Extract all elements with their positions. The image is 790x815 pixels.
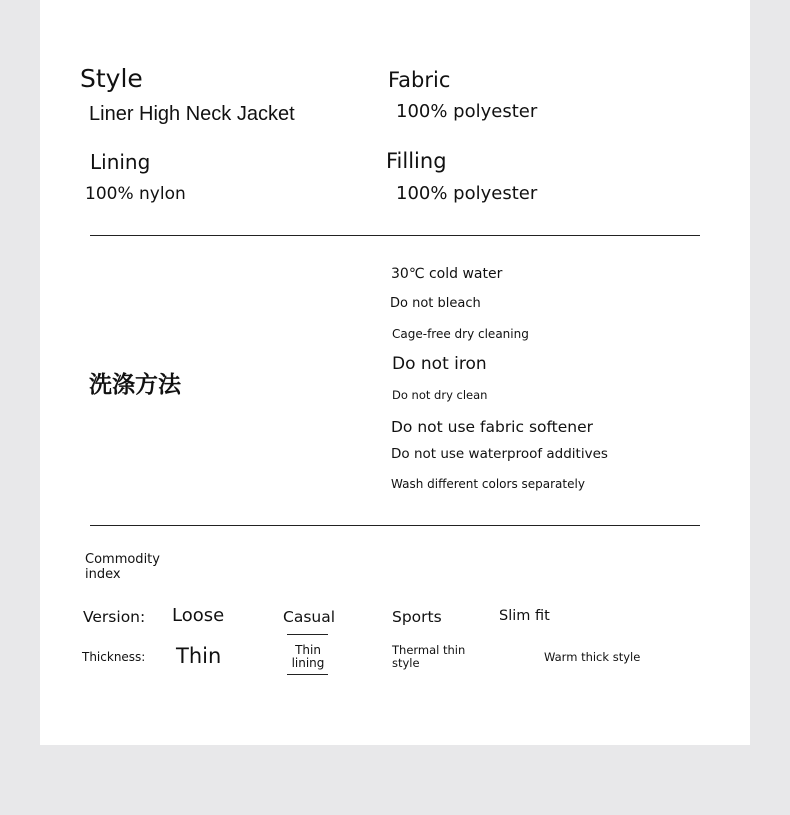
style-value: Liner High Neck Jacket	[89, 103, 295, 125]
style-label: Style	[80, 64, 143, 93]
version-label: Version:	[83, 608, 146, 626]
care-item: Wash different colors separately	[391, 477, 585, 491]
care-item: Do not dry clean	[392, 388, 488, 402]
lining-value: 100% nylon	[85, 184, 186, 204]
care-title: 洗涤方法	[89, 372, 181, 398]
care-item: Do not iron	[392, 354, 487, 374]
lining-label: Lining	[90, 150, 151, 174]
version-option-loose: Loose	[172, 605, 225, 626]
divider-top	[90, 235, 700, 236]
care-item: Cage-free dry cleaning	[392, 327, 529, 341]
commodity-index-title-line2: index	[85, 567, 121, 582]
filling-value: 100% polyester	[396, 183, 538, 204]
care-item: Do not use waterproof additives	[391, 446, 608, 462]
care-item: Do not bleach	[390, 296, 481, 311]
version-selected-underline	[287, 634, 328, 635]
commodity-index-title-line1: Commodity	[85, 552, 160, 567]
commodity-index-title	[85, 552, 160, 582]
thickness-label: Thickness:	[82, 650, 146, 664]
thickness-option-warm-thick-style: Warm thick style	[544, 650, 641, 664]
care-item: 30℃ cold water	[391, 266, 503, 282]
product-detail-card	[40, 0, 750, 745]
version-option-sports: Sports	[392, 608, 442, 626]
fabric-value: 100% polyester	[396, 101, 538, 122]
divider-bottom	[90, 525, 700, 526]
care-item: Do not use fabric softener	[391, 418, 594, 436]
version-option-casual: Casual	[283, 608, 336, 626]
thickness-option-thermal-thin-style: Thermal thin style	[392, 643, 466, 670]
version-option-slim-fit: Slim fit	[499, 608, 550, 624]
fabric-label: Fabric	[388, 68, 451, 92]
thickness-selected-underline	[287, 674, 328, 675]
filling-label: Filling	[386, 149, 447, 173]
thickness-option-thin: Thin	[176, 644, 222, 668]
thickness-option-thin-lining: Thin lining	[291, 643, 325, 670]
